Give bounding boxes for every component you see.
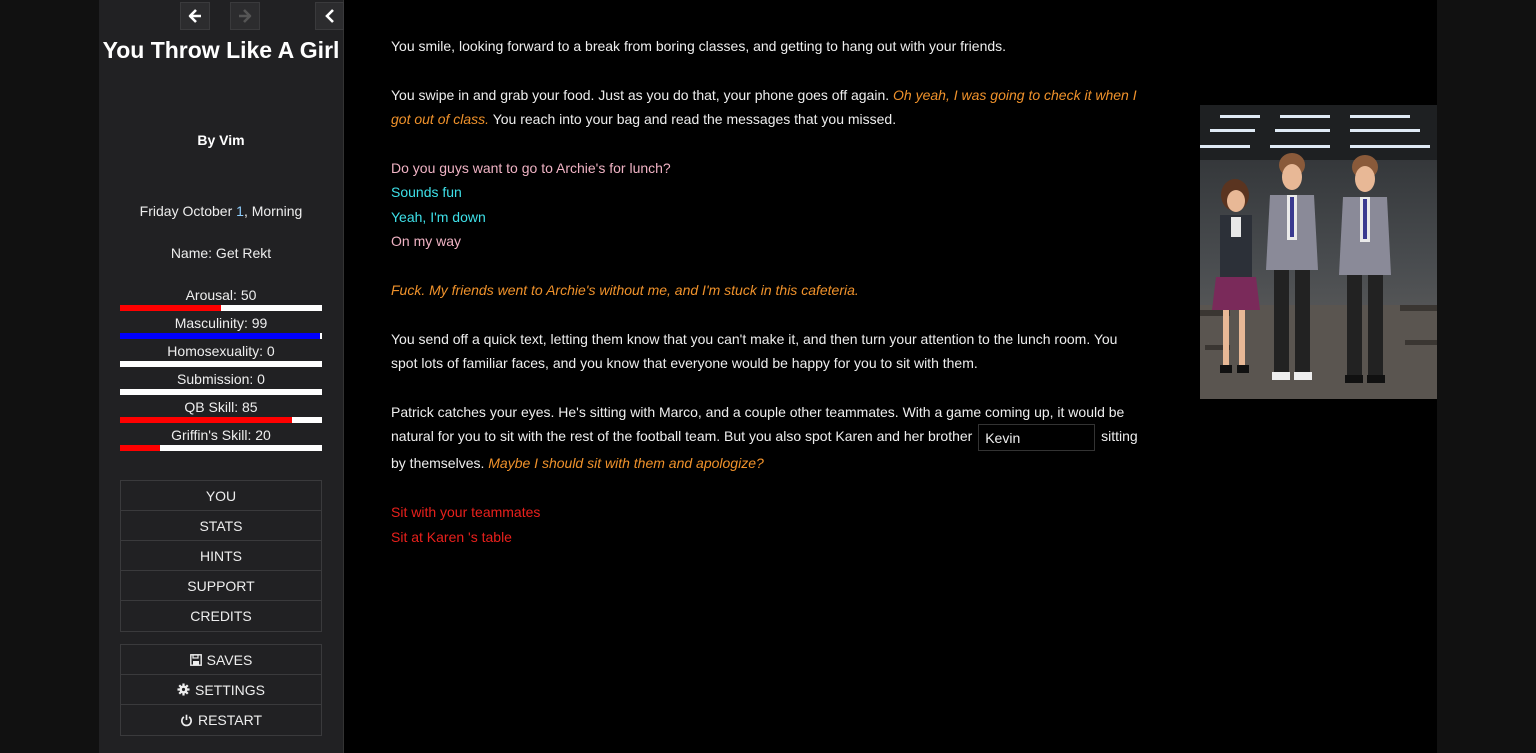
paragraph-1: You smile, looking forward to a break from boring classes, and getting to hang out with your friends.	[391, 38, 1007, 54]
floppy-disk-icon	[190, 654, 202, 666]
restart-button[interactable]	[121, 705, 321, 735]
restart-label: RESTART	[197, 712, 263, 728]
stat-bar-fill	[120, 445, 160, 451]
settings-label: SETTINGS	[194, 681, 265, 698]
menu-support[interactable]: SUPPORT	[121, 571, 321, 601]
paragraph-6-text-b: sitting by themselves.	[391, 428, 1138, 472]
stat-label: Submission: 0	[177, 371, 265, 387]
inner-thought-1: Oh yeah, I was going to check it when I got out of class.	[391, 86, 1137, 128]
choices	[391, 500, 1141, 549]
story-author: By Vim	[197, 132, 245, 148]
inner-thought-3: Maybe I should sit with them and apologize?	[488, 455, 764, 472]
stat-bar-fill	[120, 333, 320, 339]
date-line	[99, 203, 343, 219]
menu-hints[interactable]: HINTS	[121, 541, 321, 571]
date-day: 1	[236, 203, 244, 219]
menu-stats[interactable]: STATS	[121, 511, 321, 541]
paragraph-6	[391, 400, 1141, 476]
stat-bar	[120, 389, 322, 395]
choice-sit-at-karens-table[interactable]: Sit at Karen 's table	[391, 528, 512, 545]
stat-bar	[120, 445, 322, 451]
saves-label: SAVES	[206, 651, 253, 668]
stat-label: Griffin's Skill: 20	[171, 427, 271, 443]
chevron-left-icon	[324, 9, 336, 23]
stat-label: Arousal: 50	[185, 287, 257, 303]
text-messages	[391, 156, 1141, 254]
sidebar-toggle-button[interactable]	[315, 2, 344, 30]
stat-label: Homosexuality: 0	[167, 343, 275, 359]
player-name: Name: Get Rekt	[170, 245, 272, 261]
sidebar	[99, 0, 344, 753]
menu-you[interactable]: YOU	[121, 481, 321, 511]
text-message-2: Sounds fun	[391, 184, 462, 201]
stat-bar	[120, 417, 322, 423]
cafeteria-scene-image	[1200, 105, 1437, 399]
saves-button[interactable]	[121, 645, 321, 675]
system-menu	[120, 644, 322, 736]
stat-label: Masculinity: 99	[174, 315, 268, 331]
date-prefix: Friday October	[139, 203, 237, 219]
menu-credits[interactable]: CREDITS	[190, 608, 252, 624]
story-area	[344, 0, 1437, 753]
paragraph-2-text-b: You reach into your bag and read the messages that you missed.	[489, 111, 897, 128]
stat-bar-fill	[120, 417, 292, 423]
settings-button[interactable]	[121, 675, 321, 705]
text-message-4: On my way	[391, 233, 462, 250]
paragraph-6-text-a: Patrick catches your eyes. He's sitting with Marco, and a couple other teammates. With a game coming up, it would be natural for you to sit with the rest of the football team. But you also spot Karen and her brother	[391, 404, 1125, 445]
paragraph-2-text-a: You swipe in and grab your food. Just as you do that, your phone goes off again.	[391, 86, 894, 103]
stat-bar	[120, 305, 322, 311]
choice-sit-with-teammates[interactable]: Sit with your teammates	[391, 504, 541, 521]
passage	[391, 34, 1141, 573]
brother-name-input[interactable]	[978, 424, 1095, 451]
text-message-3: Yeah, I'm down	[391, 208, 486, 225]
inner-thought-2: Fuck. My friends went to Archie's without me, and I'm stuck in this cafeteria.	[391, 282, 859, 299]
gear-icon	[177, 683, 190, 696]
paragraph-5: You send off a quick text, letting them know that you can't make it, and then turn your attention to the lunch room. You spot lots of familiar faces, and you know that everyone would be happy for you to sit with them.	[391, 330, 1118, 372]
stat-bar-fill	[120, 305, 221, 311]
arrow-right-icon	[237, 8, 253, 24]
history-forward-button[interactable]	[230, 2, 260, 30]
power-icon	[180, 714, 193, 727]
text-message-1: Do you guys want to go to Archie's for lunch?	[391, 160, 671, 176]
paragraph-2	[391, 83, 1141, 132]
arrow-left-icon	[187, 8, 203, 24]
story-title: You Throw Like A Girl	[102, 37, 340, 63]
history-back-button[interactable]	[180, 2, 210, 30]
stat-label: QB Skill: 85	[184, 399, 258, 415]
date-suffix: , Morning	[243, 203, 303, 219]
stat-bar	[120, 361, 322, 367]
main-menu	[120, 480, 322, 632]
stat-bar	[120, 333, 322, 339]
